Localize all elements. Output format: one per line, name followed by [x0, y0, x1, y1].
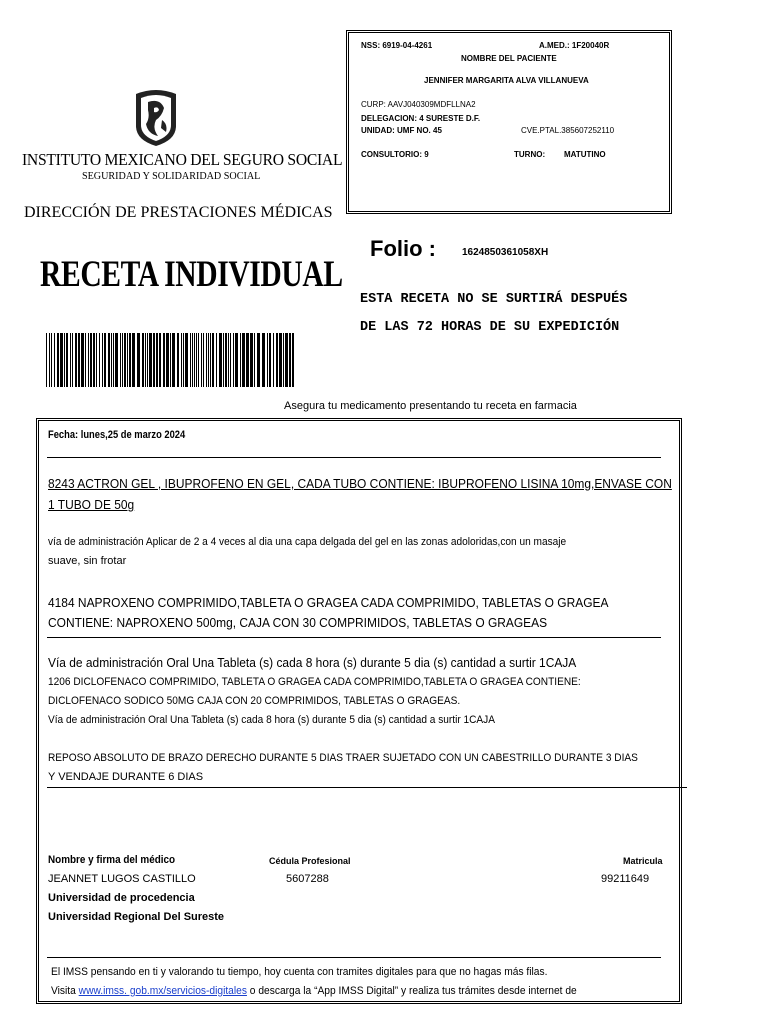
barcode-bar	[102, 333, 103, 387]
barcode-bar	[124, 333, 126, 387]
barcode-bar	[108, 333, 110, 387]
divider	[47, 787, 687, 788]
barcode-bar	[235, 333, 238, 387]
barcode-bar	[212, 333, 214, 387]
expiry-warning-line2: DE LAS 72 HORAS DE SU EXPEDICIÓN	[360, 320, 620, 335]
med2-description: 4184 NAPROXENO COMPRIMIDO,TABLETA O GRAGEA CADA COMPRIMIDO, TABLETAS O GRAGEA	[48, 595, 609, 610]
barcode-bar	[127, 333, 128, 387]
barcode-bar	[163, 333, 165, 387]
barcode-bar	[156, 333, 158, 387]
barcode-bar	[267, 333, 268, 387]
med2-description-cont: CONTIENE: NAPROXENO 500mg, CAJA CON 30 COMPRIMIDOS, TABLETAS O GRAGEAS	[48, 615, 548, 630]
barcode-bar	[276, 333, 278, 387]
barcode-bar	[78, 333, 80, 387]
barcode-bar	[172, 333, 175, 387]
barcode-bar	[240, 333, 241, 387]
barcode-bar	[254, 333, 255, 387]
barcode-bar	[166, 333, 169, 387]
barcode-bar	[60, 333, 63, 387]
footer-message: El IMSS pensando en ti y valorando tu tiempo, hoy cuenta con tramites digitales para que no hagas más filas.	[51, 966, 548, 978]
barcode-bar	[149, 333, 152, 387]
barcode-bar	[194, 333, 195, 387]
cve-ptal: CVE.PTAL.385607252110	[521, 126, 615, 135]
barcode-bar	[262, 333, 265, 387]
barcode-bar	[90, 333, 92, 387]
barcode-bar	[228, 333, 229, 387]
direction-title: DIRECCIÓN DE PRESTACIONES MÉDICAS	[24, 204, 333, 221]
barcode-bar	[122, 333, 123, 387]
barcode-bar	[190, 333, 191, 387]
barcode-bar	[177, 333, 179, 387]
barcode-bar	[46, 333, 47, 387]
barcode-bar	[201, 333, 202, 387]
barcode-bar	[198, 333, 199, 387]
curp: CURP: AAVJ040309MDFLLNA2	[361, 100, 476, 109]
institute-name: INSTITUTO MEXICANO DEL SEGURO SOCIAL	[22, 150, 343, 169]
barcode-bar	[210, 333, 211, 387]
med3-description: 1206 DICLOFENACO COMPRIMIDO, TABLETA O GRAGEA CADA COMPRIMIDO,TABLETA O GRAGEA CONTIENE:	[48, 676, 581, 688]
matricula-label: Matricula	[623, 856, 663, 866]
barcode-bar	[292, 333, 294, 387]
barcode-bar	[250, 333, 253, 387]
instructions-note: REPOSO ABSOLUTO DE BRAZO DERECHO DURANTE 5 DIAS TRAER SUJETADO CON UN CABESTRILLO DURANTE 3 DIAS	[48, 752, 638, 764]
barcode-bar	[283, 333, 284, 387]
barcode-bar	[81, 333, 84, 387]
barcode-bar	[192, 333, 193, 387]
secure-note: Asegura tu medicamento presentando tu receta en farmacia	[284, 400, 577, 412]
prescription-date: Fecha: lunes,25 de marzo 2024	[48, 429, 186, 441]
imss-logo	[132, 86, 180, 148]
barcode-bar	[111, 333, 112, 387]
divider	[47, 957, 661, 958]
folio-label: Folio :	[370, 236, 436, 261]
barcode-bar	[289, 333, 291, 387]
barcode-bar	[49, 333, 50, 387]
barcode-bar	[230, 333, 231, 387]
barcode-bar	[257, 333, 260, 387]
divider	[47, 457, 661, 458]
barcode-bar	[223, 333, 224, 387]
barcode-bar	[99, 333, 100, 387]
cedula-label: Cédula Profesional	[269, 856, 351, 866]
prescription-box	[36, 418, 682, 1004]
consultorio: CONSULTORIO: 9	[361, 150, 429, 159]
document-title: RECETA INDIVIDUAL	[40, 254, 343, 295]
med1-administration: vía de administración Aplicar de 2 a 4 veces al dia una capa delgada del gel en las zonas adoloridas,con un masaje	[48, 536, 567, 548]
barcode-bar	[219, 333, 222, 387]
barcode-bar	[137, 333, 140, 387]
matricula-number: 99211649	[601, 873, 650, 885]
barcode-bar	[170, 333, 171, 387]
barcode-bar	[246, 333, 249, 387]
turno: MATUTINO	[564, 150, 606, 159]
med1-description: 8243 ACTRON GEL , IBUPROFENO EN GEL, CADA TUBO CONTIENE: IBUPROFENO LISINA 10mg,ENVASE CON	[48, 476, 672, 491]
barcode-bar	[129, 333, 131, 387]
barcode-bar	[66, 333, 68, 387]
footer-visit: Visita	[51, 985, 76, 997]
barcode-bar	[120, 333, 121, 387]
med3-administration: Vía de administración Oral Una Tableta (s) cada 8 hora (s) durante 5 dia (s) cantidad a surtir 1CAJA	[48, 714, 496, 726]
patient-name-label: NOMBRE DEL PACIENTE	[461, 54, 557, 63]
digital-services-link[interactable]: www.imss. gob.mx/servicios-digitales	[78, 985, 247, 997]
barcode-bar	[147, 333, 148, 387]
barcode	[46, 333, 296, 387]
barcode-bar	[159, 333, 161, 387]
footer-rest: o descarga la “App IMSS Digital” y realiza tus trámites desde internet de	[249, 985, 577, 997]
patient-info-box	[346, 30, 672, 214]
footer-visit-line	[51, 985, 577, 997]
patient-name: JENNIFER MARGARITA ALVA VILLANUEVA	[424, 76, 589, 85]
a-med: A.MED.: 1F20040R	[539, 41, 610, 50]
barcode-bar	[51, 333, 52, 387]
barcode-bar	[269, 333, 271, 387]
folio-number: 1624850361058XH	[462, 247, 549, 258]
barcode-bar	[225, 333, 227, 387]
barcode-bar	[242, 333, 245, 387]
barcode-bar	[185, 333, 188, 387]
instructions-note-cont: Y VENDAJE DURANTE 6 DIAS	[48, 771, 204, 783]
barcode-bar	[203, 333, 204, 387]
barcode-bar	[72, 333, 73, 387]
barcode-bar	[285, 333, 288, 387]
nss: NSS: 6919-04-4261	[361, 41, 433, 50]
barcode-bar	[115, 333, 118, 387]
university-name: Universidad Regional Del Sureste	[48, 911, 225, 923]
unidad: UNIDAD: UMF NO. 45	[361, 126, 442, 135]
barcode-bar	[233, 333, 234, 387]
barcode-bar	[279, 333, 282, 387]
barcode-bar	[57, 333, 59, 387]
university-label: Universidad de procedencia	[48, 892, 195, 904]
barcode-bar	[75, 333, 77, 387]
barcode-bar	[132, 333, 135, 387]
barcode-bar	[145, 333, 146, 387]
barcode-bar	[216, 333, 217, 387]
barcode-bar	[113, 333, 114, 387]
barcode-bar	[208, 333, 209, 387]
barcode-bar	[273, 333, 274, 387]
barcode-bar	[96, 333, 97, 387]
barcode-bar	[88, 333, 89, 387]
barcode-bar	[93, 333, 95, 387]
barcode-bar	[64, 333, 65, 387]
med3-description-cont: DICLOFENACO SODICO 50MG CAJA CON 20 COMPRIMIDOS, TABLETAS O GRAGEAS.	[48, 695, 461, 707]
delegacion: DELEGACION: 4 SURESTE D.F.	[361, 114, 481, 123]
barcode-bar	[181, 333, 182, 387]
institute-subtitle: SEGURIDAD Y SOLIDARIDAD SOCIAL	[82, 170, 261, 182]
barcode-bar	[142, 333, 144, 387]
divider	[47, 637, 661, 638]
med1-administration-cont: suave, sin frotar	[48, 555, 127, 567]
barcode-bar	[85, 333, 86, 387]
expiry-warning-line1: ESTA RECETA NO SE SURTIRÁ DESPUÉS	[360, 292, 628, 307]
doctor-name: JEANNET LUGOS CASTILLO	[48, 873, 196, 885]
barcode-bar	[206, 333, 207, 387]
barcode-bar	[70, 333, 71, 387]
barcode-bar	[54, 333, 55, 387]
turno-label: TURNO:	[514, 150, 546, 159]
cedula-number: 5607288	[286, 873, 329, 885]
barcode-bar	[183, 333, 184, 387]
med1-description-cont: 1 TUBO DE 50g	[48, 497, 135, 512]
barcode-bar	[196, 333, 197, 387]
med2-administration: Vía de administración Oral Una Tableta (s) cada 8 hora (s) durante 5 dia (s) cantidad a surtir 1CAJA	[48, 655, 577, 670]
barcode-bar	[153, 333, 155, 387]
doctor-name-label: Nombre y firma del médico	[48, 854, 176, 866]
barcode-bar	[104, 333, 106, 387]
